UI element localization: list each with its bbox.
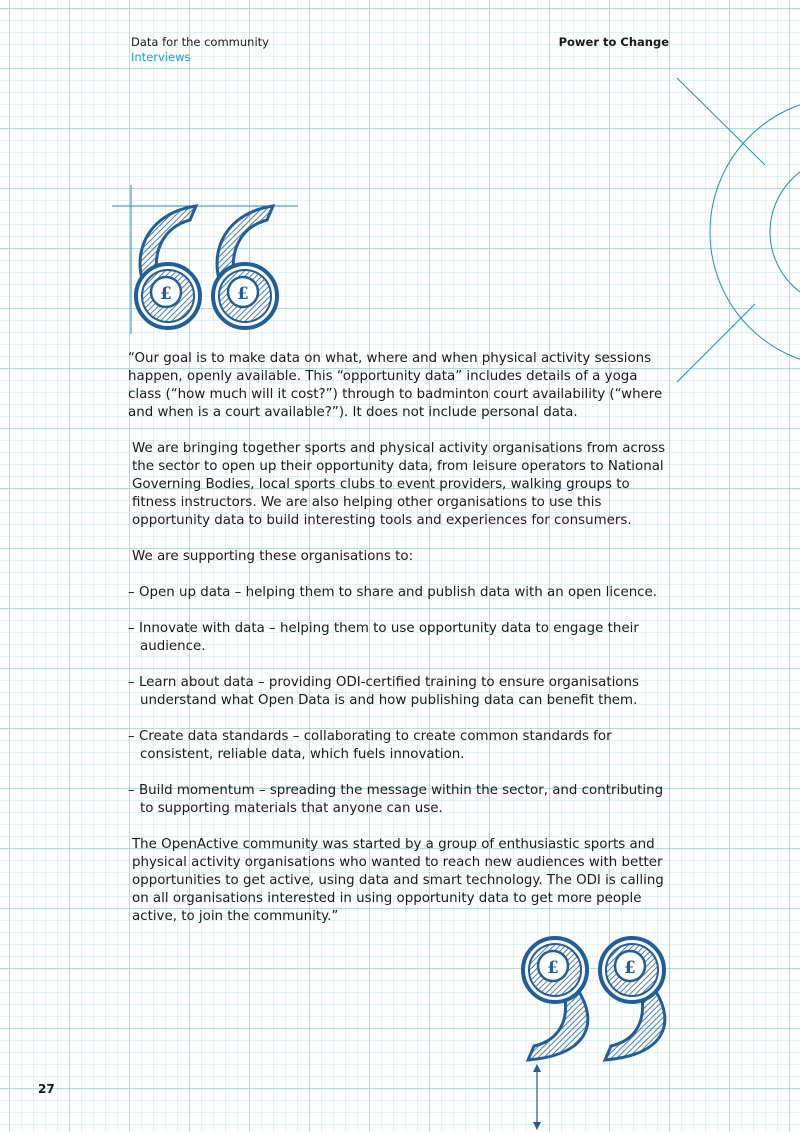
pound-sign-icon: £ — [160, 284, 172, 304]
page-number: 27 — [38, 1082, 55, 1096]
list-item: – Innovate with data – helping them to use opportunity data to engage their audience. — [128, 621, 639, 654]
list-item: – Create data standards – collaborating to create common standards for consistent, reliable data, which fuels innovation. — [128, 729, 612, 762]
inner-circle — [770, 157, 800, 307]
pound-sign-icon: £ — [624, 958, 636, 978]
cross-line — [677, 304, 755, 382]
cross-line — [677, 78, 765, 165]
open-quote-icon — [112, 185, 298, 334]
list-item: – Learn about data – providing ODI-certified training to ensure organisations understand what Open Data is and how publishing data can benefit them. — [128, 675, 639, 708]
quote-closing-paragraph: The OpenActive community was started by a group of enthusiastic sports and physical activity organisations who wanted to reach new audiences with better opportunities to get active, using data and smart technology. The ODI is calling on all organisations interested in using opportunity data to get more people active, to join the community.” — [132, 837, 664, 924]
close-quote-icon — [523, 938, 665, 1130]
section-label: Interviews — [131, 50, 191, 64]
arrow-down-icon — [533, 1122, 541, 1130]
pound-sign-icon: £ — [547, 958, 559, 978]
quote-paragraph: We are supporting these organisations to: — [132, 549, 414, 564]
pound-sign-icon: £ — [237, 284, 249, 304]
quote-paragraph: We are bringing together sports and physical activity organisations from across the sector to open up their opportunity data, from leisure operators to National Governing Bodies, local sports clubs to event providers, walking groups to fitness instructors. We are also helping other organisations to use this opportunity data to build interesting tools and experiences for consumers. — [132, 441, 666, 528]
list-item: – Build momentum – spreading the message within the sector, and contributing to supporting materials that anyone can use. — [128, 783, 664, 816]
interview-quote — [128, 350, 673, 944]
report-title: Data for the community — [131, 35, 269, 49]
target-circle-motif — [677, 78, 800, 382]
arrow-up-icon — [533, 1064, 541, 1072]
quote-intro-paragraph: “Our goal is to make data on what, where and when physical activity sessions happen, openly available. This “opportunity data” includes details of a yoga class (“how much will it cost?”) through to badminton court availability (“where and when is a court available?”). It does not include personal data. — [128, 351, 663, 420]
outer-circle — [710, 97, 800, 367]
organisation-name: Power to Change — [558, 35, 669, 49]
support-list — [128, 584, 673, 818]
list-item: – Open up data – helping them to share and publish data with an open licence. — [128, 585, 658, 600]
